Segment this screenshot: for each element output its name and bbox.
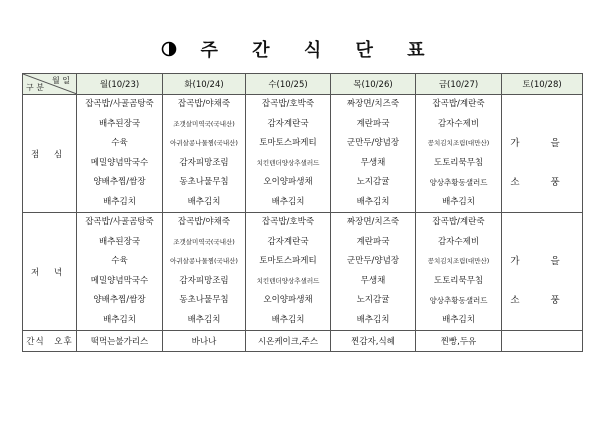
menu-item: 무생채 bbox=[360, 157, 386, 168]
day-header-sat: 토(10/28) bbox=[502, 74, 583, 95]
menu-item: 잡곡밥/사골곰탕죽 bbox=[85, 99, 154, 109]
dinner-row bbox=[23, 213, 583, 331]
menu-item: 메밀양념막국수 bbox=[90, 275, 149, 286]
menu-item: 배추된장국 bbox=[98, 236, 141, 247]
menu-item: 메밀양념막국수 bbox=[90, 157, 149, 168]
lunch-mon bbox=[77, 95, 163, 213]
menu-item: 조갯살미역국(국내산) bbox=[173, 237, 235, 246]
header-corner bbox=[23, 74, 77, 95]
menu-item: 배추김치 bbox=[103, 314, 136, 325]
menu-item: 도토리묵무침 bbox=[433, 157, 484, 168]
dinner-tue bbox=[163, 213, 246, 331]
lunch-row bbox=[23, 95, 583, 213]
lunch-label: 점 심 bbox=[23, 95, 77, 213]
dinner-fri bbox=[416, 213, 502, 331]
lunch-thu bbox=[331, 95, 416, 213]
day-header-thu: 목(10/26) bbox=[331, 74, 416, 95]
menu-item: 배추김치 bbox=[271, 196, 305, 207]
menu-item: 수육 bbox=[111, 138, 128, 148]
half-circle-icon bbox=[161, 41, 177, 57]
snack-tue: 바나나 bbox=[163, 331, 246, 352]
snack-fri: 찐빵,두유 bbox=[416, 331, 502, 352]
menu-item: 수육 bbox=[111, 256, 128, 266]
menu-item: 짜장면/치즈죽 bbox=[346, 217, 400, 227]
menu-item: 감자수제비 bbox=[437, 236, 480, 247]
header-row bbox=[23, 74, 583, 95]
event-text: 소 풍 bbox=[510, 295, 574, 306]
menu-item: 계란파국 bbox=[356, 118, 390, 129]
snack-label-type: 간식 bbox=[26, 337, 45, 347]
menu-item: 배추김치 bbox=[356, 314, 390, 325]
menu-item: 군만두/양념장 bbox=[346, 256, 400, 266]
menu-item: 배추김치 bbox=[442, 196, 475, 207]
menu-item: 잡곡밥/호박죽 bbox=[261, 99, 315, 109]
lunch-fri bbox=[416, 95, 502, 213]
lunch-tue bbox=[163, 95, 246, 213]
lunch-sat bbox=[502, 95, 583, 213]
snack-row bbox=[23, 331, 583, 352]
menu-item: 양상추황동샐러드 bbox=[429, 296, 488, 305]
menu-item: 양배추찜/쌈장 bbox=[93, 295, 146, 305]
menu-item: 배추김치 bbox=[187, 314, 221, 325]
menu-item: 토마토스파게티 bbox=[259, 138, 317, 148]
menu-item: 아귀살콩나물찜(국내산) bbox=[170, 257, 238, 265]
snack-thu: 찐감자,식혜 bbox=[331, 331, 416, 352]
dinner-thu bbox=[331, 213, 416, 331]
page-title: 주 간 식 단 표 bbox=[200, 40, 439, 61]
snack-label bbox=[23, 331, 77, 352]
menu-item: 잡곡밥/사골곰탕죽 bbox=[85, 217, 154, 227]
menu-item: 오이양파생채 bbox=[263, 295, 313, 305]
day-header-mon: 월(10/23) bbox=[77, 74, 163, 95]
menu-item: 배추된장국 bbox=[98, 118, 141, 129]
menu-item: 토마토스파게티 bbox=[259, 256, 317, 266]
snack-sat bbox=[502, 331, 583, 352]
menu-item: 치킨텐더양상추샐러드 bbox=[256, 276, 320, 285]
menu-item: 배추김치 bbox=[271, 314, 305, 325]
menu-item: 계란파국 bbox=[356, 236, 390, 247]
menu-item: 치킨텐더양상추샐러드 bbox=[256, 158, 320, 167]
menu-item: 감자계란국 bbox=[267, 118, 309, 129]
menu-item: 오이양파생채 bbox=[263, 177, 313, 187]
dinner-wed bbox=[246, 213, 331, 331]
dinner-mon bbox=[77, 213, 163, 331]
menu-item: 배추김치 bbox=[103, 196, 136, 207]
weekly-menu-table bbox=[22, 73, 583, 352]
menu-item: 감자수제비 bbox=[437, 118, 480, 129]
menu-item: 배추김치 bbox=[442, 314, 475, 325]
menu-item: 꽁치김치조림(대만산) bbox=[427, 257, 490, 265]
snack-mon: 떡먹는불가리스 bbox=[77, 331, 163, 352]
menu-item: 잡곡밥/계란죽 bbox=[432, 217, 485, 227]
menu-item: 양상추황동샐러드 bbox=[429, 178, 488, 187]
menu-item: 양배추찜/쌈장 bbox=[93, 177, 146, 187]
title-bar bbox=[0, 36, 600, 60]
menu-item: 잡곡밥/야채죽 bbox=[177, 99, 231, 109]
menu-item: 감자피망조림 bbox=[179, 275, 229, 286]
event-text: 소 풍 bbox=[510, 177, 574, 188]
snack-label-time: 오후 bbox=[54, 337, 73, 347]
menu-item: 무생채 bbox=[360, 275, 386, 286]
menu-item: 군만두/양념장 bbox=[346, 138, 400, 148]
dinner-sat bbox=[502, 213, 583, 331]
menu-item: 잡곡밥/호박죽 bbox=[261, 217, 315, 227]
menu-item: 배추김치 bbox=[356, 196, 390, 207]
event-text: 가 을 bbox=[510, 138, 574, 149]
dinner-label: 저 녁 bbox=[23, 213, 77, 331]
menu-item: 동초나물무침 bbox=[179, 177, 229, 187]
day-header-tue: 화(10/24) bbox=[163, 74, 246, 95]
menu-item: 배추김치 bbox=[187, 196, 221, 207]
menu-item: 감자계란국 bbox=[267, 236, 309, 247]
menu-item: 노지감귤 bbox=[356, 295, 390, 305]
menu-item: 잡곡밥/계란죽 bbox=[432, 99, 485, 109]
menu-item: 꽁치김치조림(대만산) bbox=[427, 139, 490, 147]
corner-category-label: 구 분 bbox=[26, 83, 44, 92]
day-header-wed: 수(10/25) bbox=[246, 74, 331, 95]
menu-item: 노지감귤 bbox=[356, 177, 390, 187]
menu-item: 동초나물무침 bbox=[179, 295, 229, 305]
event-text: 가 을 bbox=[510, 256, 574, 267]
lunch-wed bbox=[246, 95, 331, 213]
menu-item: 감자피망조림 bbox=[179, 157, 229, 168]
menu-item: 도토리묵무침 bbox=[433, 275, 484, 286]
menu-item: 조갯살미역국(국내산) bbox=[173, 119, 235, 128]
menu-item: 잡곡밥/야채죽 bbox=[177, 217, 231, 227]
menu-item: 짜장면/치즈죽 bbox=[346, 99, 400, 109]
day-header-fri: 금(10/27) bbox=[416, 74, 502, 95]
menu-item: 아귀살콩나물찜(국내산) bbox=[170, 139, 238, 147]
snack-wed: 시온케이크,주스 bbox=[246, 331, 331, 352]
corner-date-label: 월 일 bbox=[52, 76, 70, 85]
